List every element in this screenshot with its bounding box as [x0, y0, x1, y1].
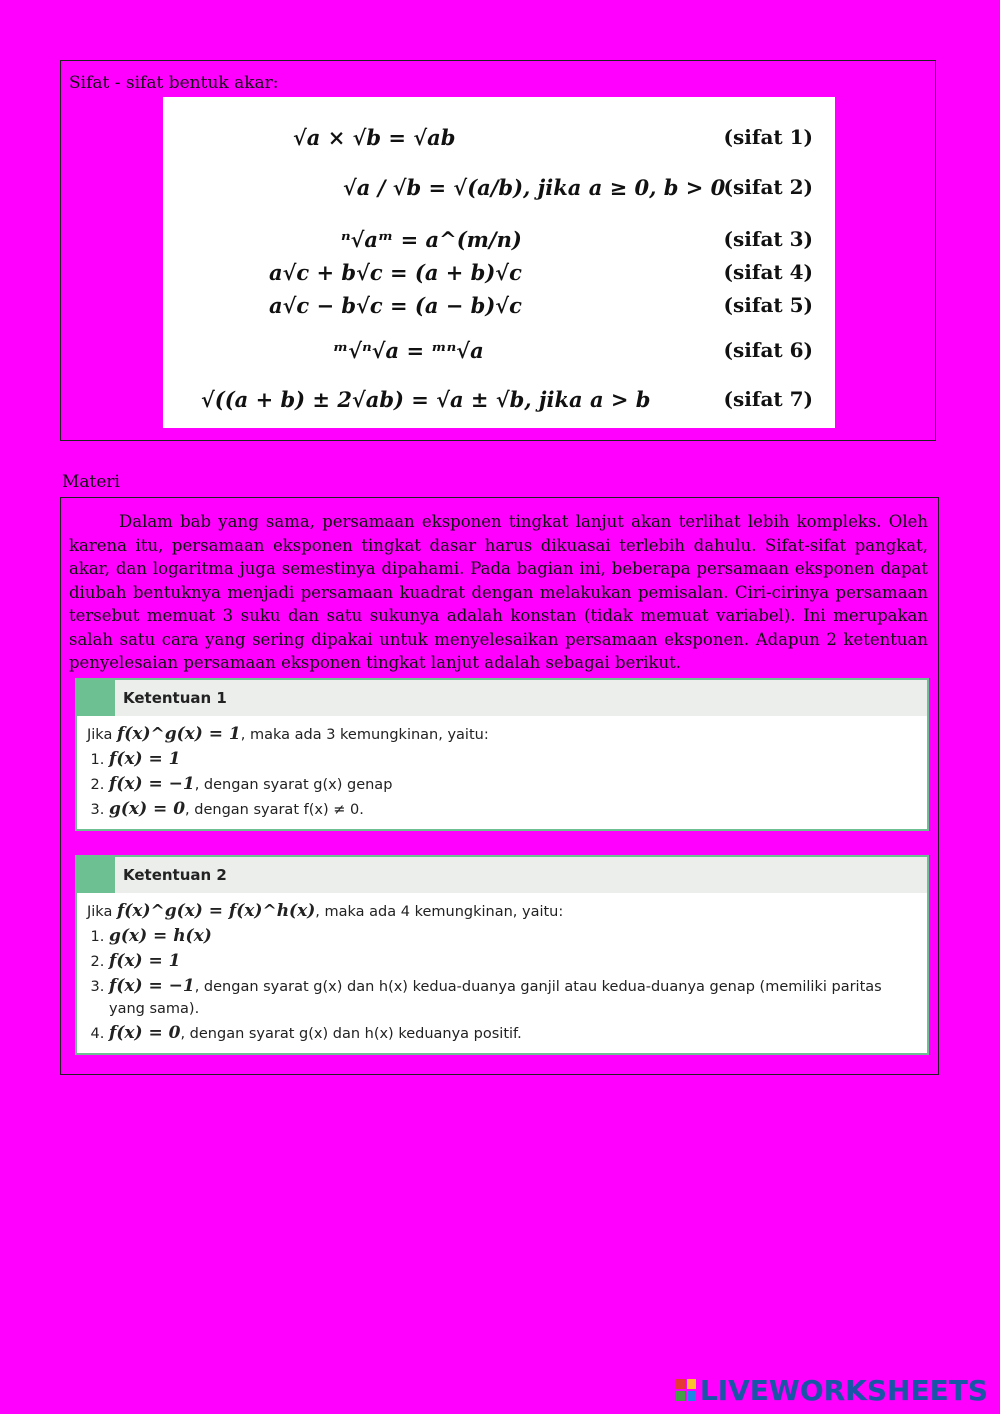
intro-post: , maka ada 4 kemungkinan, yaitu:	[315, 904, 564, 920]
item-text: , dengan syarat g(x) dan h(x) kedua-duanya ganjil atau kedua-duanya genap (memiliki paritas yang sama).	[109, 979, 882, 1017]
card-body	[77, 716, 927, 829]
card-accent-tab	[77, 680, 115, 716]
formula-row	[163, 125, 835, 159]
intro-post: , maka ada 3 kemungkinan, yaitu:	[240, 727, 489, 743]
materi-label: Materi	[62, 472, 120, 492]
card-title: Ketentuan 2	[123, 866, 227, 884]
formula-image	[163, 97, 835, 428]
condition-list	[87, 748, 917, 821]
formula-expr: ᵐ√ⁿ√a = ᵐⁿ√a	[333, 338, 484, 363]
liveworksheets-logo[interactable]	[676, 1373, 988, 1407]
brand-name: LIVEWORKSHEETS	[699, 1373, 988, 1407]
ketentuan-card	[75, 678, 929, 831]
card-accent-tab	[77, 857, 115, 893]
formula-row	[163, 260, 835, 294]
materi-box	[60, 497, 939, 1075]
card-intro	[87, 724, 917, 744]
list-item	[109, 950, 917, 973]
logo-mark-icon	[676, 1379, 696, 1401]
intro-pre: Jika	[87, 904, 117, 920]
formula-label: (sifat 2)	[723, 175, 813, 199]
item-math: f(x) = 1	[109, 749, 181, 769]
item-math: f(x) = 1	[109, 951, 181, 971]
card-body	[77, 893, 927, 1053]
formula-label: (sifat 3)	[723, 227, 813, 251]
list-item	[109, 773, 917, 796]
card-header	[77, 680, 927, 716]
item-math: g(x) = h(x)	[109, 926, 212, 946]
formula-expr: a√c + b√c = (a + b)√c	[269, 260, 522, 285]
formula-label: (sifat 1)	[723, 125, 813, 149]
intro-pre: Jika	[87, 727, 117, 743]
formula-row	[163, 338, 835, 372]
properties-title: Sifat - sifat bentuk akar:	[69, 73, 279, 93]
item-text: , dengan syarat g(x) genap	[194, 777, 393, 793]
intro-math: f(x)^g(x) = 1	[116, 724, 241, 744]
formula-row	[163, 293, 835, 327]
formula-row	[163, 227, 835, 261]
formula-label: (sifat 7)	[723, 387, 813, 411]
card-header	[77, 857, 927, 893]
formula-expr: √a / √b = √(a/b), jika a ≥ 0, b > 0	[343, 175, 726, 200]
formula-label: (sifat 4)	[723, 260, 813, 284]
ketentuan-card	[75, 855, 929, 1055]
formula-expr: √a × √b = √ab	[293, 125, 456, 150]
item-math: f(x) = 0	[109, 1023, 181, 1043]
intro-math: f(x)^g(x) = f(x)^h(x)	[116, 901, 316, 921]
item-text: , dengan syarat f(x) ≠ 0.	[185, 802, 364, 818]
list-item	[109, 1022, 917, 1045]
condition-list	[87, 925, 917, 1045]
properties-box	[60, 60, 936, 441]
materi-paragraph: Dalam bab yang sama, persamaan eksponen tingkat lanjut akan terlihat lebih kompleks. Oleh karena itu, persamaan eksponen tingkat dasar harus dikuasai terlebih dahulu. Sifat-sifat pangkat, akar, dan logaritma juga semestinya dipahami. Pada bagian ini, beberapa persamaan eksponen dapat diubah bentuknya menjadi persamaan kuadrat dengan melakukan pemisalan. Ciri-cirinya persamaan tersebut memuat 3 suku dan satu sukunya adalah konstan (tidak memuat variabel). Ini merupakan salah satu cara yang sering dipakai untuk menyelesaikan persamaan eksponen. Adapun 2 ketentuan penyelesaian persamaan eksponen tingkat lanjut adalah sebagai berikut.	[69, 512, 928, 672]
item-text: , dengan syarat g(x) dan h(x) keduanya positif.	[180, 1026, 522, 1042]
formula-label: (sifat 5)	[723, 293, 813, 317]
list-item	[109, 798, 917, 821]
item-math: g(x) = 0	[109, 799, 186, 819]
item-math: f(x) = −1	[109, 976, 195, 996]
formula-row	[163, 387, 835, 421]
card-title: Ketentuan 1	[123, 689, 227, 707]
card-intro	[87, 901, 917, 921]
formula-expr: a√c − b√c = (a − b)√c	[269, 293, 522, 318]
list-item	[109, 925, 917, 948]
item-math: f(x) = −1	[109, 774, 195, 794]
formula-row	[163, 175, 835, 209]
list-item	[109, 748, 917, 771]
formula-expr: √((a + b) ± 2√ab) = √a ± √b, jika a > b	[201, 387, 651, 412]
list-item	[109, 975, 917, 1020]
formula-expr: ⁿ√aᵐ = a^(m/n)	[341, 227, 522, 252]
formula-label: (sifat 6)	[723, 338, 813, 362]
